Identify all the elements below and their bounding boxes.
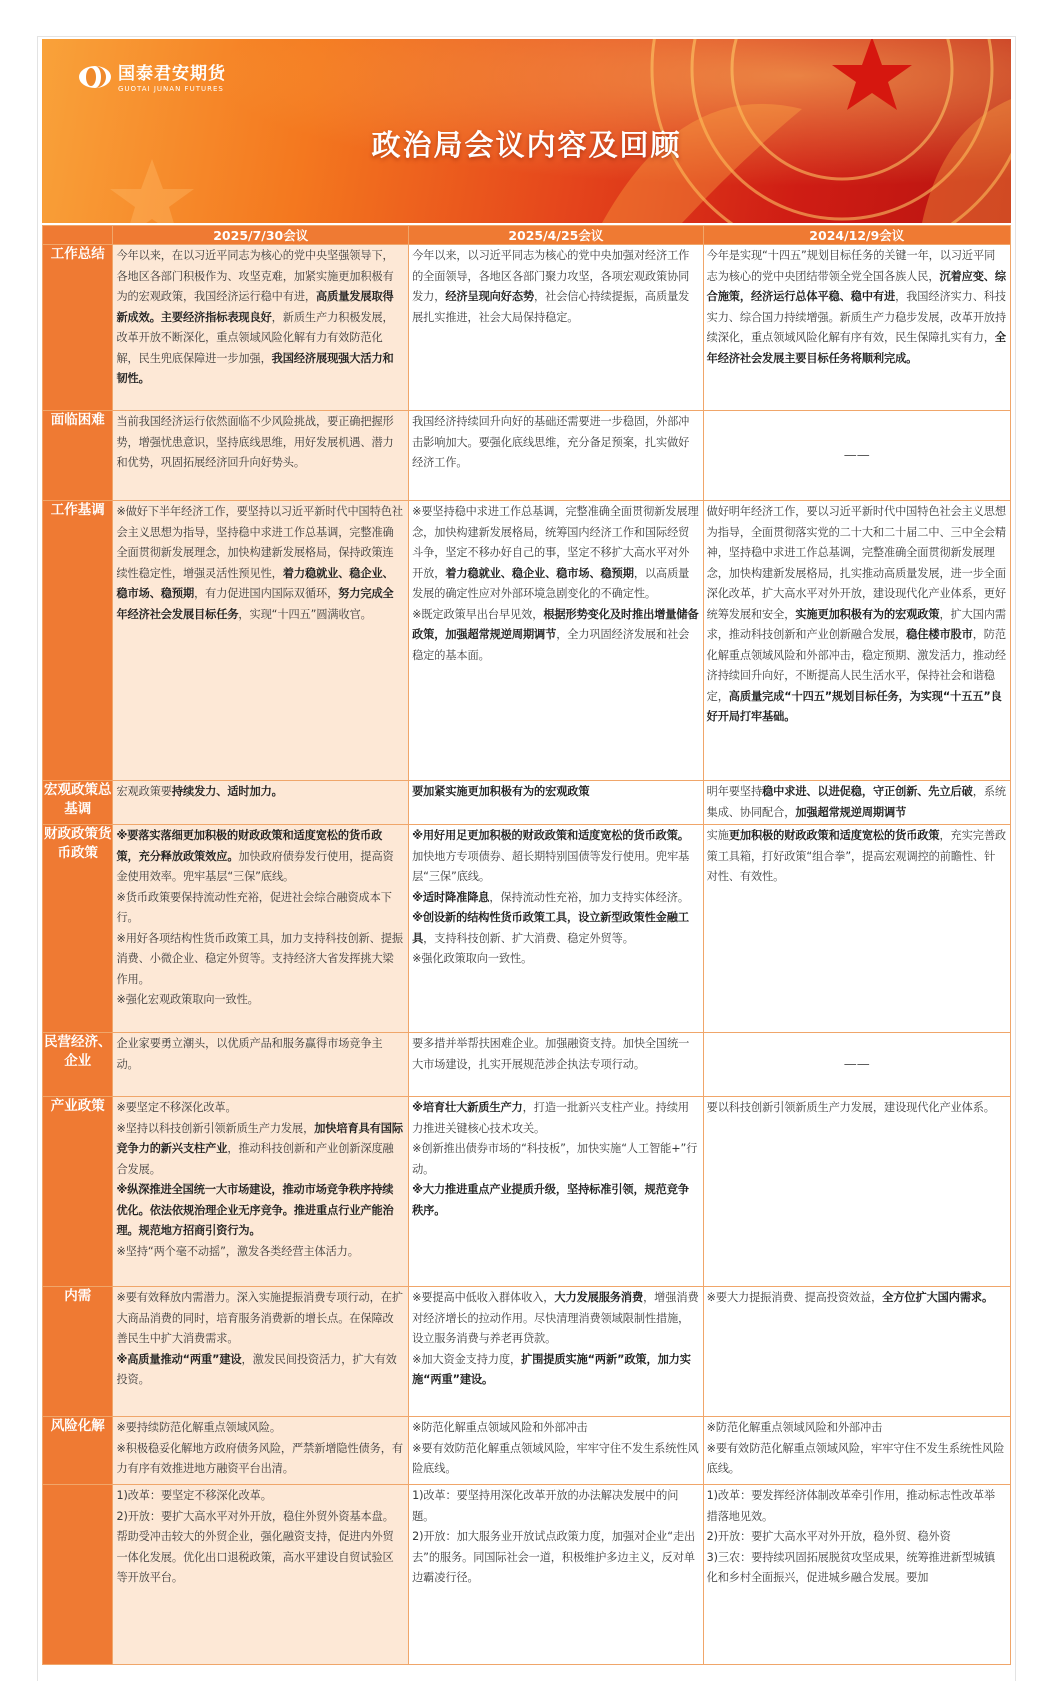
row-label: 宏观政策总基调 bbox=[43, 781, 113, 825]
cell-text: ※要坚持稳中求进工作总基调，完整准确全面贯彻新发展理念，加快构建新发展格局，统筹国内经济工作和国际经贸斗争，坚定不移办好自己的事，坚定不移扩大高水平对外开放，着力稳就业、稳企业、稳市场、稳预期，以高质量发展的确定性应对外部环境急剧变化的不确定性。 ※既定政策早出台早见效，根据形势变化及时推出增量储备政策，加强超常规逆周期调节，全力巩固经济发展和社会稳定的基本面。 bbox=[412, 505, 699, 662]
cell-text: ※做好下半年经济工作，要坚持以习近平新时代中国特色社会主义思想为指导，坚持稳中求进工作总基调，完整准确全面贯彻新发展理念，加快构建新发展格局，保持政策连续性稳定性，增强灵活性预见性，着力稳就业、稳企业、稳市场、稳预期，有力促进国内国际双循环，努力完成全年经济社会发展目标任务，实现“十四五”圆满收官。 bbox=[116, 505, 403, 621]
table-cell bbox=[409, 781, 704, 825]
table-row bbox=[43, 1287, 1011, 1417]
table-row bbox=[43, 781, 1011, 825]
cell-text: 要多措并举帮扶困难企业。加强融资支持。加快全国统一大市场建设，扎实开展规范涉企执法专项行动。 bbox=[412, 1037, 690, 1071]
row-label bbox=[43, 1485, 113, 1665]
cell-text: ※要大力提振消费、提高投资效益，全方位扩大国内需求。 bbox=[706, 1291, 994, 1304]
cell-text: 我国经济持续回升向好的基础还需要进一步稳固，外部冲击影响加大。要强化底线思维，充分备足预案，扎实做好经济工作。 bbox=[412, 415, 690, 469]
cell-text: ※用好用足更加积极的财政政策和适度宽松的货币政策。加快地方专项债券、超长期特别国债等发行使用。兜牢基层“三保”底线。 ※适时降准降息，保持流动性充裕，加力支持实体经济。 ※创设新的结构性货币政策工具，设立新型政策性金融工具，支持科技创新、扩大消费、稳定外贸等。 ※强化政策取向一致性。 bbox=[412, 829, 690, 965]
cell-text: ※防范化解重点领域风险和外部冲击 ※要有效防范化解重点领域风险，牢牢守住不发生系统性风险底线。 bbox=[706, 1421, 1005, 1475]
cell-text: 1)改革：要坚定不移深化改革。 2)开放：要扩大高水平对外开放，稳住外贸外资基本盘。帮助受冲击较大的外贸企业，强化融资支持，促进内外贸一体化发展。优化出口退税政策，高水平建设自贸试验区等开放平台。 bbox=[116, 1489, 394, 1584]
table-cell bbox=[703, 825, 1010, 1033]
table-cell bbox=[113, 825, 409, 1033]
cell-text: 实施更加积极的财政政策和适度宽松的货币政策，充实完善政策工具箱，打好政策“组合拳”，提高宏观调控的前瞻性、针对性、有效性。 bbox=[706, 829, 1006, 883]
cell-text: 今年以来，在以习近平同志为核心的党中央坚强领导下，各地区各部门积极作为、攻坚克难，加紧实施更加积极有为的宏观政策，我国经济运行稳中有进，高质量发展取得新成效。主要经济指标表现良好，新质生产力积极发展，改革开放不断深化，重点领域风险化解有力有效防范化解，民生兜底保障进一步加强，我国经济展现强大活力和韧性。 bbox=[116, 249, 394, 385]
cell-text: 今年以来，以习近平同志为核心的党中央加强对经济工作的全面领导，各地区各部门聚力攻坚，各项宏观政策协同发力，经济呈现向好态势，社会信心持续提振，高质量发展扎实推进，社会大局保持稳定。 bbox=[412, 249, 690, 324]
report-frame bbox=[37, 36, 1016, 1681]
cell-text: ※要持续防范化解重点领域风险。 ※积极稳妥化解地方政府债务风险，严禁新增隐性债务，有力有序有效推进地方融资平台出清。 bbox=[116, 1421, 403, 1475]
table-cell bbox=[409, 411, 704, 501]
table-cell: —— bbox=[703, 1033, 1010, 1097]
cell-text: 明年要坚持稳中求进、以进促稳，守正创新、先立后破，系统集成、协同配合，加强超常规逆周期调节 bbox=[706, 785, 1006, 819]
row-label: 民营经济、企业 bbox=[43, 1033, 113, 1097]
cell-text: ※防范化解重点领域风险和外部冲击 ※要有效防范化解重点领域风险，牢牢守住不发生系统性风险底线。 bbox=[412, 1421, 699, 1475]
table-cell bbox=[703, 1417, 1010, 1485]
table-row bbox=[43, 1033, 1011, 1097]
cell-text: ※要坚定不移深化改革。 ※坚持以科技创新引领新质生产力发展，加快培育具有国际竞争力的新兴支柱产业，推动科技创新和产业创新深度融合发展。 ※纵深推进全国统一大市场建设，推动市场竞争秩序持续优化。依法依规治理企业无序竞争。推进重点行业产能治理。规范地方招商引资行为。 ※坚持“两个毫不动摇”，激发各类经营主体活力。 bbox=[116, 1101, 403, 1258]
table-cell bbox=[703, 501, 1010, 781]
table-row bbox=[43, 245, 1011, 411]
cell-text: ※要有效释放内需潜力。深入实施提振消费专项行动，在扩大商品消费的同时，培育服务消费新的增长点。在保障改善民生中扩大消费需求。 ※高质量推动“两重”建设，激发民间投资活力，扩大有效投资。 bbox=[116, 1291, 403, 1386]
table-row bbox=[43, 1417, 1011, 1485]
table-cell bbox=[113, 1485, 409, 1665]
brand-name-en: GUOTAI JUNAN FUTURES bbox=[118, 85, 224, 93]
table-cell bbox=[409, 501, 704, 781]
cell-text: ※培育壮大新质生产力，打造一批新兴支柱产业。持续用力推进关键核心技术攻关。 ※创新推出债券市场的“科技板”，加快实施“人工智能+”行动。 ※大力推进重点产业提质升级，坚持标准引领，规范竞争秩序。 bbox=[412, 1101, 698, 1217]
brand-name-cn: 国泰君安期货 bbox=[118, 64, 226, 84]
cell-text: 今年是实现“十四五”规划目标任务的关键一年，以习近平同志为核心的党中央团结带领全党全国各族人民，沉着应变、综合施策，经济运行总体平稳、稳中有进，我国经济实力、科技实力、综合国力持续增强。新质生产力稳步发展，改革开放持续深化，重点领域风险化解有序有效，民生保障扎实有力，全年经济社会发展主要目标任务将顺利完成。 bbox=[706, 249, 1006, 365]
table-row bbox=[43, 1485, 1011, 1665]
cell-text: 当前我国经济运行依然面临不少风险挑战，要正确把握形势，增强忧患意识，坚持底线思维，用好发展机遇、潜力和优势，巩固拓展经济回升向好势头。 bbox=[116, 415, 394, 469]
column-header: 2024/12/9会议 bbox=[703, 226, 1010, 245]
table-cell bbox=[409, 1287, 704, 1417]
row-label: 产业政策 bbox=[43, 1097, 113, 1287]
cell-text: 1)改革：要坚持用深化改革开放的办法解决发展中的问题。 2)开放：加大服务业开放试点政策力度，加强对企业“走出去”的服务。同国际社会一道，积极维护多边主义，反对单边霸凌行径。 bbox=[412, 1489, 696, 1584]
row-label: 工作基调 bbox=[43, 501, 113, 781]
table-cell bbox=[113, 1417, 409, 1485]
table-header-row bbox=[43, 226, 1011, 245]
header-corner bbox=[43, 226, 113, 245]
table-row bbox=[43, 501, 1011, 781]
table-cell bbox=[113, 245, 409, 411]
cell-text: 要加紧实施更加积极有为的宏观政策 bbox=[412, 785, 590, 798]
cell-text: 企业家要勇立潮头，以优质产品和服务赢得市场竞争主动。 bbox=[116, 1037, 383, 1071]
table-cell bbox=[113, 411, 409, 501]
header-banner bbox=[42, 39, 1011, 223]
table-cell bbox=[409, 1033, 704, 1097]
table-cell bbox=[703, 1485, 1010, 1665]
table-cell bbox=[113, 1033, 409, 1097]
row-label: 工作总结 bbox=[43, 245, 113, 411]
page-title: 政治局会议内容及回顾 bbox=[371, 128, 682, 162]
table-row bbox=[43, 825, 1011, 1033]
table-cell bbox=[113, 1287, 409, 1417]
logo-icon bbox=[78, 65, 108, 87]
cell-text: 1)改革：要发挥经济体制改革牵引作用，推动标志性改革举措落地见效。 2)开放：要扩大高水平对外开放，稳外贸、稳外资 3)三农：要持续巩固拓展脱贫攻坚成果，统筹推进新型城镇化和乡村全面振兴，促进城乡融合发展。要加 bbox=[706, 1489, 996, 1584]
table-cell bbox=[703, 1287, 1010, 1417]
column-header: 2025/4/25会议 bbox=[409, 226, 704, 245]
meeting-comparison-table bbox=[42, 225, 1011, 1665]
table-cell bbox=[409, 1097, 704, 1287]
table-cell bbox=[703, 1097, 1010, 1287]
cell-text: 要以科技创新引领新质生产力发展，建设现代化产业体系。 bbox=[706, 1101, 995, 1114]
table-cell bbox=[409, 1485, 704, 1665]
table-cell bbox=[409, 825, 704, 1033]
row-label: 内需 bbox=[43, 1287, 113, 1417]
row-label: 财政政策货币政策 bbox=[43, 825, 113, 1033]
cell-text: 宏观政策要持续发力、适时加力。 bbox=[116, 785, 283, 798]
cell-text: ※要落实落细更加积极的财政政策和适度宽松的货币政策，充分释放政策效应。加快政府债券发行使用，提高资金使用效率。兜牢基层“三保”底线。 ※货币政策要保持流动性充裕，促进社会综合融资成本下行。 ※用好各项结构性货币政策工具，加力支持科技创新、提振消费、小微企业、稳定外贸等。支持经济大省发挥挑大梁作用。 ※强化宏观政策取向一致性。 bbox=[116, 829, 403, 1006]
table-cell bbox=[113, 781, 409, 825]
table-cell bbox=[409, 245, 704, 411]
brand-logo bbox=[78, 59, 226, 93]
table-cell: —— bbox=[703, 411, 1010, 501]
column-header: 2025/7/30会议 bbox=[113, 226, 409, 245]
table-cell bbox=[409, 1417, 704, 1485]
row-label: 风险化解 bbox=[43, 1417, 113, 1485]
row-label: 面临困难 bbox=[43, 411, 113, 501]
table-cell bbox=[703, 781, 1010, 825]
table-cell bbox=[703, 245, 1010, 411]
table-row bbox=[43, 411, 1011, 501]
cell-text: ※要提高中低收入群体收入，大力发展服务消费，增强消费对经济增长的拉动作用。尽快清理消费领域限制性措施，设立服务消费与养老再贷款。 ※加大资金支持力度，扩围提质实施“两新”政策，加力实施“两重”建设。 bbox=[412, 1291, 699, 1386]
table-cell bbox=[113, 1097, 409, 1287]
table-row bbox=[43, 1097, 1011, 1287]
cell-text: 做好明年经济工作，要以习近平新时代中国特色社会主义思想为指导，全面贯彻落实党的二十大和二十届二中、三中全会精神，坚持稳中求进工作总基调，完整准确全面贯彻新发展理念，加快构建新发展格局，扎实推动高质量发展，进一步全面深化改革，扩大高水平对外开放，建设现代化产业体系，更好统筹发展和安全，实施更加积极有为的宏观政策，扩大国内需求，推动科技创新和产业创新融合发展，稳住楼市股市，防范化解重点领域风险和外部冲击，稳定预期、激发活力，推动经济持续回升向好，不断提高人民生活水平，保持社会和谐稳定，高质量完成“十四五”规划目标任务，为实现“十五五”良好开局打牢基础。 bbox=[706, 505, 1006, 723]
table-cell bbox=[113, 501, 409, 781]
